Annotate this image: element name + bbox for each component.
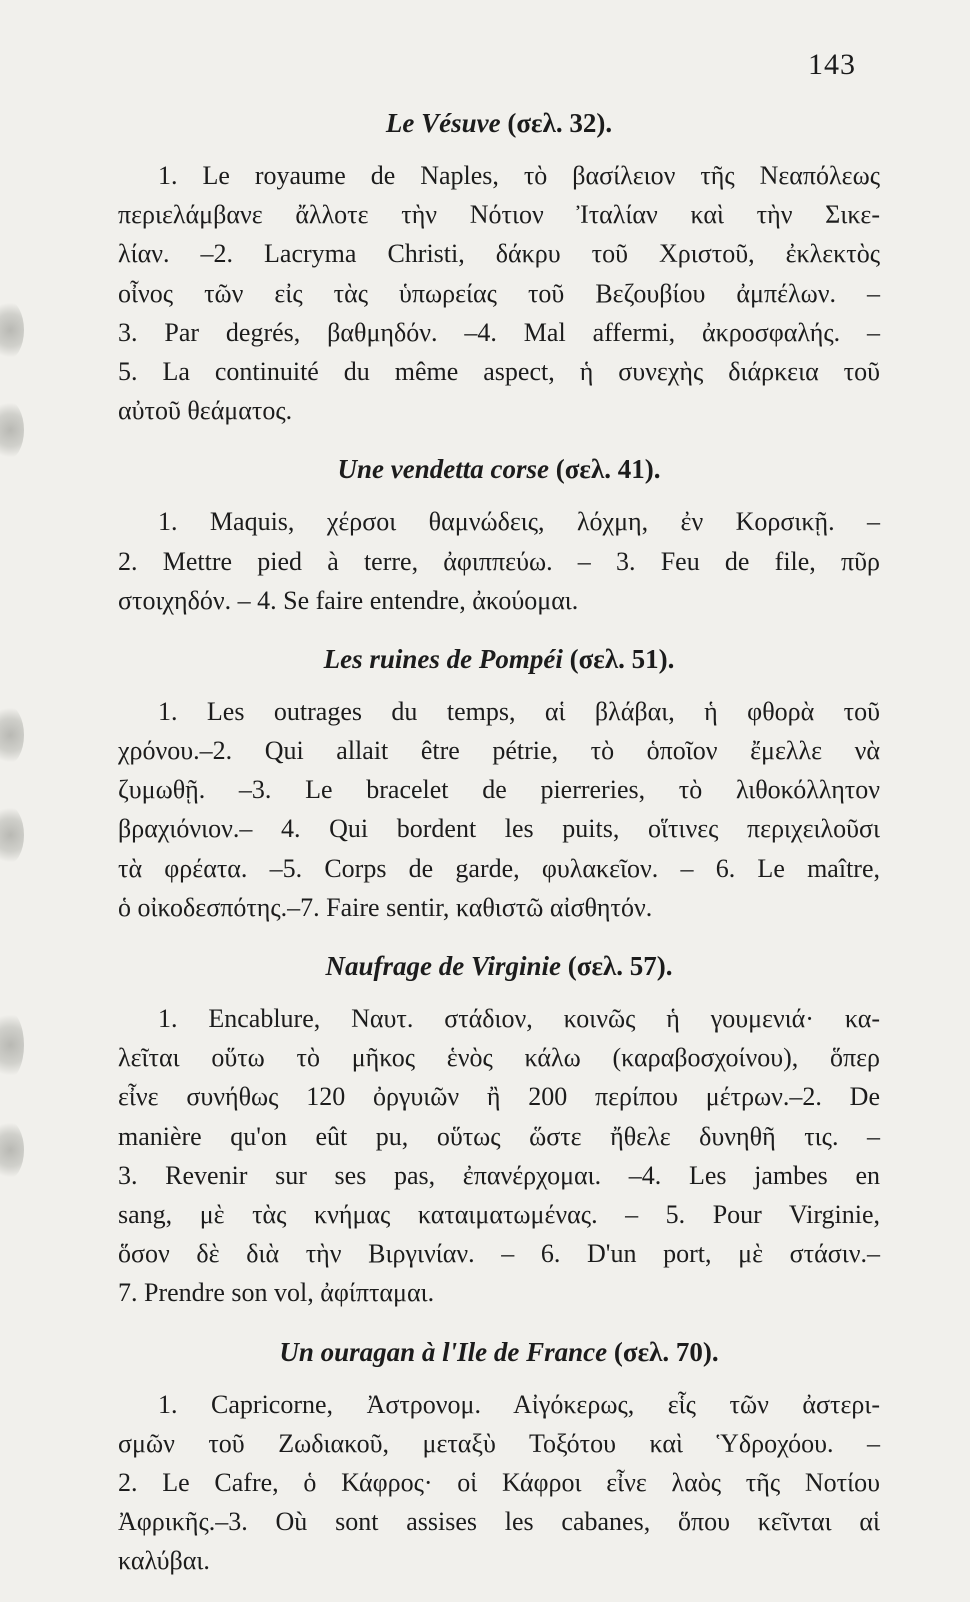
text-line: 3. Revenir sur ses pas, ἐπανέρχομαι. –4. Les jambes en: [118, 1160, 880, 1190]
text-line: λίαν. –2. Lacryma Christi, δάκρυ τοῦ Χριστοῦ, ἐκλεκτὸς: [118, 239, 880, 269]
scan-stain-6: [0, 1120, 24, 1180]
text-line: βραχιόνιον.– 4. Qui bordent les puits, οἵτινες περιχειλοῦσι: [118, 814, 880, 844]
section-title: [118, 452, 880, 502]
section-body: [118, 692, 880, 927]
section-un-ouragan-a-lile-de-france: [118, 1335, 880, 1581]
text-line: εἶνε συνήθως 120 ὀργυιῶν ἢ 200 περίπου μέτρων.–2. De: [118, 1082, 880, 1112]
section-le-vesuve: [118, 106, 880, 430]
text-line: οἶνος τῶν εἰς τὰς ὑπωρείας τοῦ Βεζουβίου ἀμπέλων. –: [118, 278, 880, 308]
section-body: [118, 502, 880, 620]
section-page-ref: (σελ. 32).: [507, 108, 613, 138]
text-line: 2. Mettre pied à terre, ἀφιππεύω. – 3. Feu de file, πῦρ: [118, 546, 880, 576]
scan-stain-3: [0, 705, 24, 765]
text-line: 1. Le royaume de Naples, τὸ βασίλειον τῆς Νεαπόλεως: [158, 161, 880, 190]
text-line: manière qu'on eût pu, οὕτως ὥστε ἤθελε δυνηθῆ τις. –: [118, 1121, 880, 1151]
section-title: [118, 949, 880, 999]
section-page-ref: (σελ. 41).: [555, 454, 661, 485]
section-title: [118, 106, 880, 156]
section-les-ruines-de-pompei: [118, 642, 880, 927]
section-une-vendetta-corse: [118, 452, 880, 620]
text-line: ὅσον δὲ διὰ τὴν Βιργινίαν. – 6. D'un port, μὲ στάσιν.–: [118, 1239, 880, 1269]
section-page-ref: (σελ. 57).: [567, 951, 673, 981]
section-title-text: Le Vésuve: [385, 108, 501, 138]
section-body: [118, 1385, 880, 1581]
section-title-text: Les ruines de Pompéi: [323, 643, 563, 674]
text-line: 1. Encablure, Ναυτ. στάδιον, κοινῶς ἡ γουμενιά· κα-: [158, 1004, 880, 1033]
scan-stain-1: [0, 300, 24, 360]
text-line: 3. Par degrés, βαθμηδόν. –4. Mal affermi, ἀκροσφαλής. –: [118, 317, 880, 347]
text-line: περιελάμβανε ἄλλοτε τὴν Νότιον Ἰταλίαν καὶ τὴν Σικε-: [118, 200, 880, 230]
text-line: ζυμωθῇ. –3. Le bracelet de pierreries, τὸ λιθοκόλλητον: [118, 775, 880, 805]
section-page-ref: (σελ. 51).: [569, 643, 675, 674]
scan-stain-5: [0, 1010, 24, 1080]
section-title: [118, 1335, 880, 1385]
scan-stain-4: [0, 805, 24, 865]
section-title-text: Naufrage de Virginie: [325, 951, 562, 981]
text-line: στοιχηδόν. – 4. Se faire entendre, ἀκούομαι.: [118, 585, 579, 615]
section-title-text: Une vendetta corse: [337, 454, 549, 485]
page-number: 143: [808, 48, 856, 81]
text-line: 1. Les outrages du temps, αἱ βλάβαι, ἡ φθορὰ τοῦ: [158, 696, 880, 726]
text-line: Ἀφρικῆς.–3. Où sont assises les cabanes, ὅπου κεῖνται αἱ: [118, 1507, 880, 1537]
section-page-ref: (σελ. 70).: [613, 1336, 719, 1367]
text-line: καλύβαι.: [118, 1546, 210, 1576]
section-title: [118, 642, 880, 692]
scan-stain-2: [0, 400, 24, 460]
section-naufrage-de-virginie: [118, 949, 880, 1313]
text-line: 1. Capricorne, Ἀστρονομ. Αἰγόκερως, εἷς τῶν ἀστερι-: [158, 1389, 880, 1419]
text-line: 5. La continuité du même aspect, ἡ συνεχὴς διάρκεια τοῦ: [118, 356, 880, 386]
section-body: [118, 999, 880, 1313]
text-line: 1. Maquis, χέρσοι θαμνώδεις, λόχμη, ἐν Κορσικῇ. –: [158, 507, 880, 537]
text-line: 7. Prendre son vol, ἀφίπταμαι.: [118, 1278, 435, 1308]
vocabulary-notes: [118, 106, 880, 1602]
text-line: τὰ φρέατα. –5. Corps de garde, φυλακεῖον. – 6. Le maître,: [118, 853, 880, 883]
text-line: λεῖται οὕτω τὸ μῆκος ἑνὸς κάλω (καραβοσχοίνου), ὅπερ: [118, 1043, 880, 1073]
section-body: [118, 156, 880, 430]
section-title-text: Un ouragan à l'Ile de France: [279, 1336, 608, 1367]
text-line: 2. Le Cafre, ὁ Κάφρος· οἱ Κάφροι εἶνε λαὸς τῆς Νοτίου: [118, 1467, 880, 1497]
text-line: αὐτοῦ θεάματος.: [118, 396, 293, 426]
text-line: σμῶν τοῦ Ζωδιακοῦ, μεταξὺ Τοξότου καὶ Ὑδροχόου. –: [118, 1428, 880, 1458]
text-line: sang, μὲ τὰς κνήμας καταιματωμένας. – 5. Pour Virginie,: [118, 1199, 880, 1229]
text-line: χρόνου.–2. Qui allait être pétrie, τὸ ὁποῖον ἔμελλε νὰ: [118, 736, 880, 766]
text-line: ὁ οἰκοδεσπότης.–7. Faire sentir, καθιστῶ αἰσθητόν.: [118, 892, 653, 922]
